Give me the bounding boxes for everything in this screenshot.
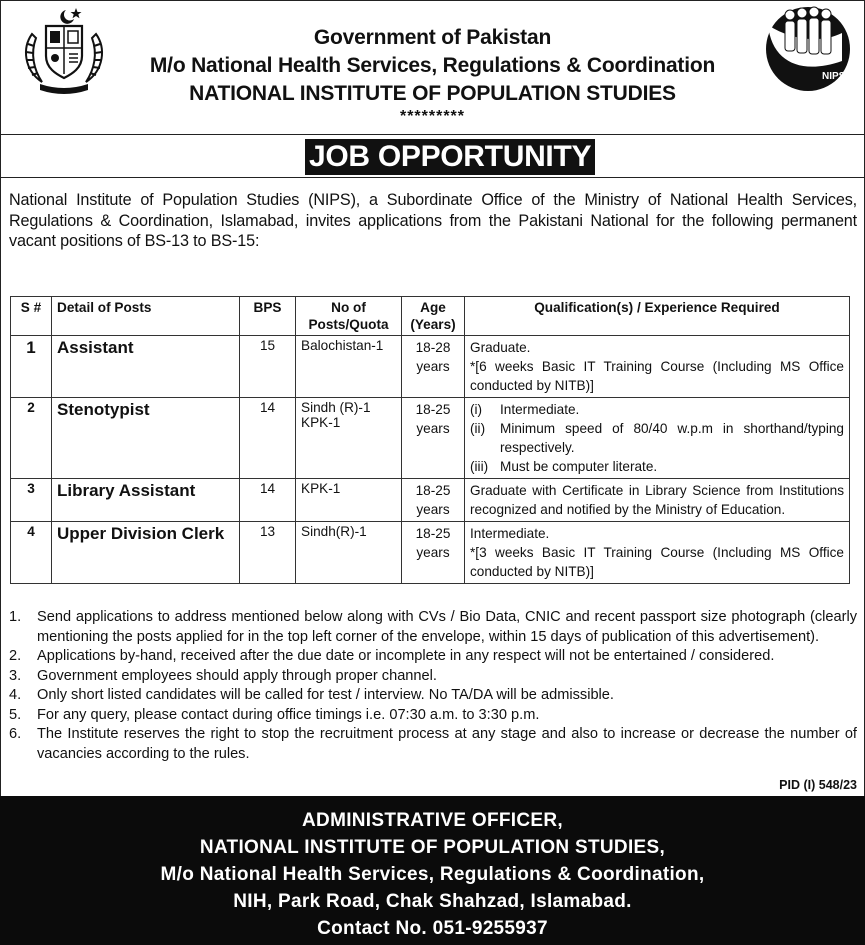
item-text: Minimum speed of 80/40 w.p.m in shorthand/typing respectively. [500,421,844,455]
term-text: Government employees should apply through proper channel. [37,667,437,684]
row-quota [296,479,402,522]
term-item [9,608,857,647]
table-row [11,522,850,584]
header-quota [296,297,402,336]
footer-institute: NATIONAL INSTITUTE OF POPULATION STUDIES, [199,837,666,858]
row-sn: 1 [11,336,52,398]
intro-paragraph: National Institute of Population Studies (NIPS), a Subordinate Office of the Ministry of National Health Services, Regulations & Coordination, Islamabad, invites applications from the Pakistani National for the following permanent vacant positions of BS-13 to BS-15: [9,191,857,250]
posts-table [10,296,850,584]
qualification-line: Graduate with Certificate in Library Science from Institutions recognized and notified by the Ministry of Education. [470,483,844,517]
term-number: 6. [9,726,22,742]
row-age [402,336,465,398]
footer-contact: Contact No. 051-9255937 [317,918,548,939]
table-row [11,479,850,522]
term-text: Only short listed candidates will be called for test / interview. No TA/DA will be admissible. [37,687,614,703]
row-bps: 14 [240,398,296,479]
government-title: Government of Pakistan [313,26,552,49]
row-qualification [465,398,850,479]
row-bps: 13 [240,522,296,584]
row-age [402,522,465,584]
term-text: Applications by-hand, received after the due date or incomplete in any respect will not be entertained / considered. [37,648,775,664]
table-header-row [11,297,850,336]
term-item [9,725,857,764]
item-number: (i) [470,402,483,417]
term-item [9,667,857,687]
age-range: 18-25 [415,483,451,498]
quota-line: KPK-1 [301,481,341,496]
term-item [9,686,857,706]
row-sn: 4 [11,522,52,584]
term-text: For any query, please contact during office timings i.e. 07:30 a.m. to 3:30 p.m. [37,706,540,723]
term-item [9,647,857,667]
row-bps: 14 [240,479,296,522]
institute-title: NATIONAL INSTITUTE OF POPULATION STUDIES [189,82,676,105]
header-sn: S # [11,297,52,336]
row-age [402,398,465,479]
row-post: Library Assistant [52,479,240,522]
row-post: Assistant [52,336,240,398]
row-post: Upper Division Clerk [52,522,240,584]
header-age [402,297,465,336]
nips-logo-icon [762,3,852,93]
age-unit: years [416,421,450,436]
quota-line: KPK-1 [301,415,341,430]
header-bps: BPS [240,297,296,336]
terms-list [9,608,857,764]
item-text: Intermediate. [500,402,580,417]
qualification-line: *[6 weeks Basic IT Training Course (Including MS Office conducted by NITB)] [470,359,844,393]
qualification-line: Graduate. [470,340,531,355]
qualification-list [470,400,844,476]
table-row [11,336,850,398]
row-qualification [465,336,850,398]
quota-line: Sindh(R)-1 [301,524,367,539]
term-text: The Institute reserves the right to stop the recruitment process at any stage and also to increase or decrease the number of vacancies according to the rules. [37,726,857,762]
header-age-line1: Age [420,300,446,315]
term-number: 2. [9,648,22,664]
qualification-item [470,419,844,457]
item-number: (iii) [470,459,489,474]
footer-ministry: M/o National Health Services, Regulations & Coordination, [160,864,705,885]
term-item [9,706,857,726]
job-opportunity-banner: JOB OPPORTUNITY [305,139,595,175]
age-range: 18-28 [415,340,451,355]
age-range: 18-25 [415,526,451,541]
qualification-line: *[3 weeks Basic IT Training Course (Including MS Office conducted by NITB)] [470,545,844,579]
letterhead [0,0,865,135]
banner-area [0,135,865,178]
header-post: Detail of Posts [52,297,240,336]
quota-line: Sindh (R)-1 [301,400,371,415]
footer-address: NIH, Park Road, Chak Shahzad, Islamabad. [233,891,632,912]
row-qualification [465,479,850,522]
term-number: 1. [9,609,22,625]
qualification-line: Intermediate. [470,526,550,541]
age-unit: years [416,359,450,374]
qualification-item [470,457,844,476]
stars-divider: ********* [399,108,466,125]
ministry-title: M/o National Health Services, Regulations & Coordination [149,54,716,77]
row-bps: 15 [240,336,296,398]
header-quota-line1: No of [331,300,366,315]
term-number: 3. [9,667,22,684]
row-qualification [465,522,850,584]
qualification-item [470,400,844,419]
table-row [11,398,850,479]
term-number: 5. [9,706,22,723]
row-quota [296,336,402,398]
row-quota [296,522,402,584]
age-unit: years [416,502,450,517]
term-text: Send applications to address mentioned below along with CVs / Bio Data, CNIC and recent passport size photograph (clearly mentioning the posts applied for in the top left corner of the envelope, within 15 days of publication of this advertisement). [37,609,857,645]
row-post: Stenotypist [52,398,240,479]
header-age-line2: (Years) [410,317,456,332]
item-number: (ii) [470,421,486,436]
footer-officer: ADMINISTRATIVE OFFICER, [302,810,563,831]
address-footer [0,796,865,945]
header-qualification: Qualification(s) / Experience Required [465,297,850,336]
nips-logo-text: NIPS [822,71,846,82]
header-quota-line2: Posts/Quota [308,317,389,332]
row-age [402,479,465,522]
row-quota [296,398,402,479]
row-sn: 2 [11,398,52,479]
item-text: Must be computer literate. [500,459,658,474]
age-range: 18-25 [415,402,451,417]
row-sn: 3 [11,479,52,522]
quota-line: Balochistan-1 [301,338,384,353]
pid-reference: PID (I) 548/23 [779,778,857,792]
age-unit: years [416,545,450,560]
term-number: 4. [9,687,22,703]
